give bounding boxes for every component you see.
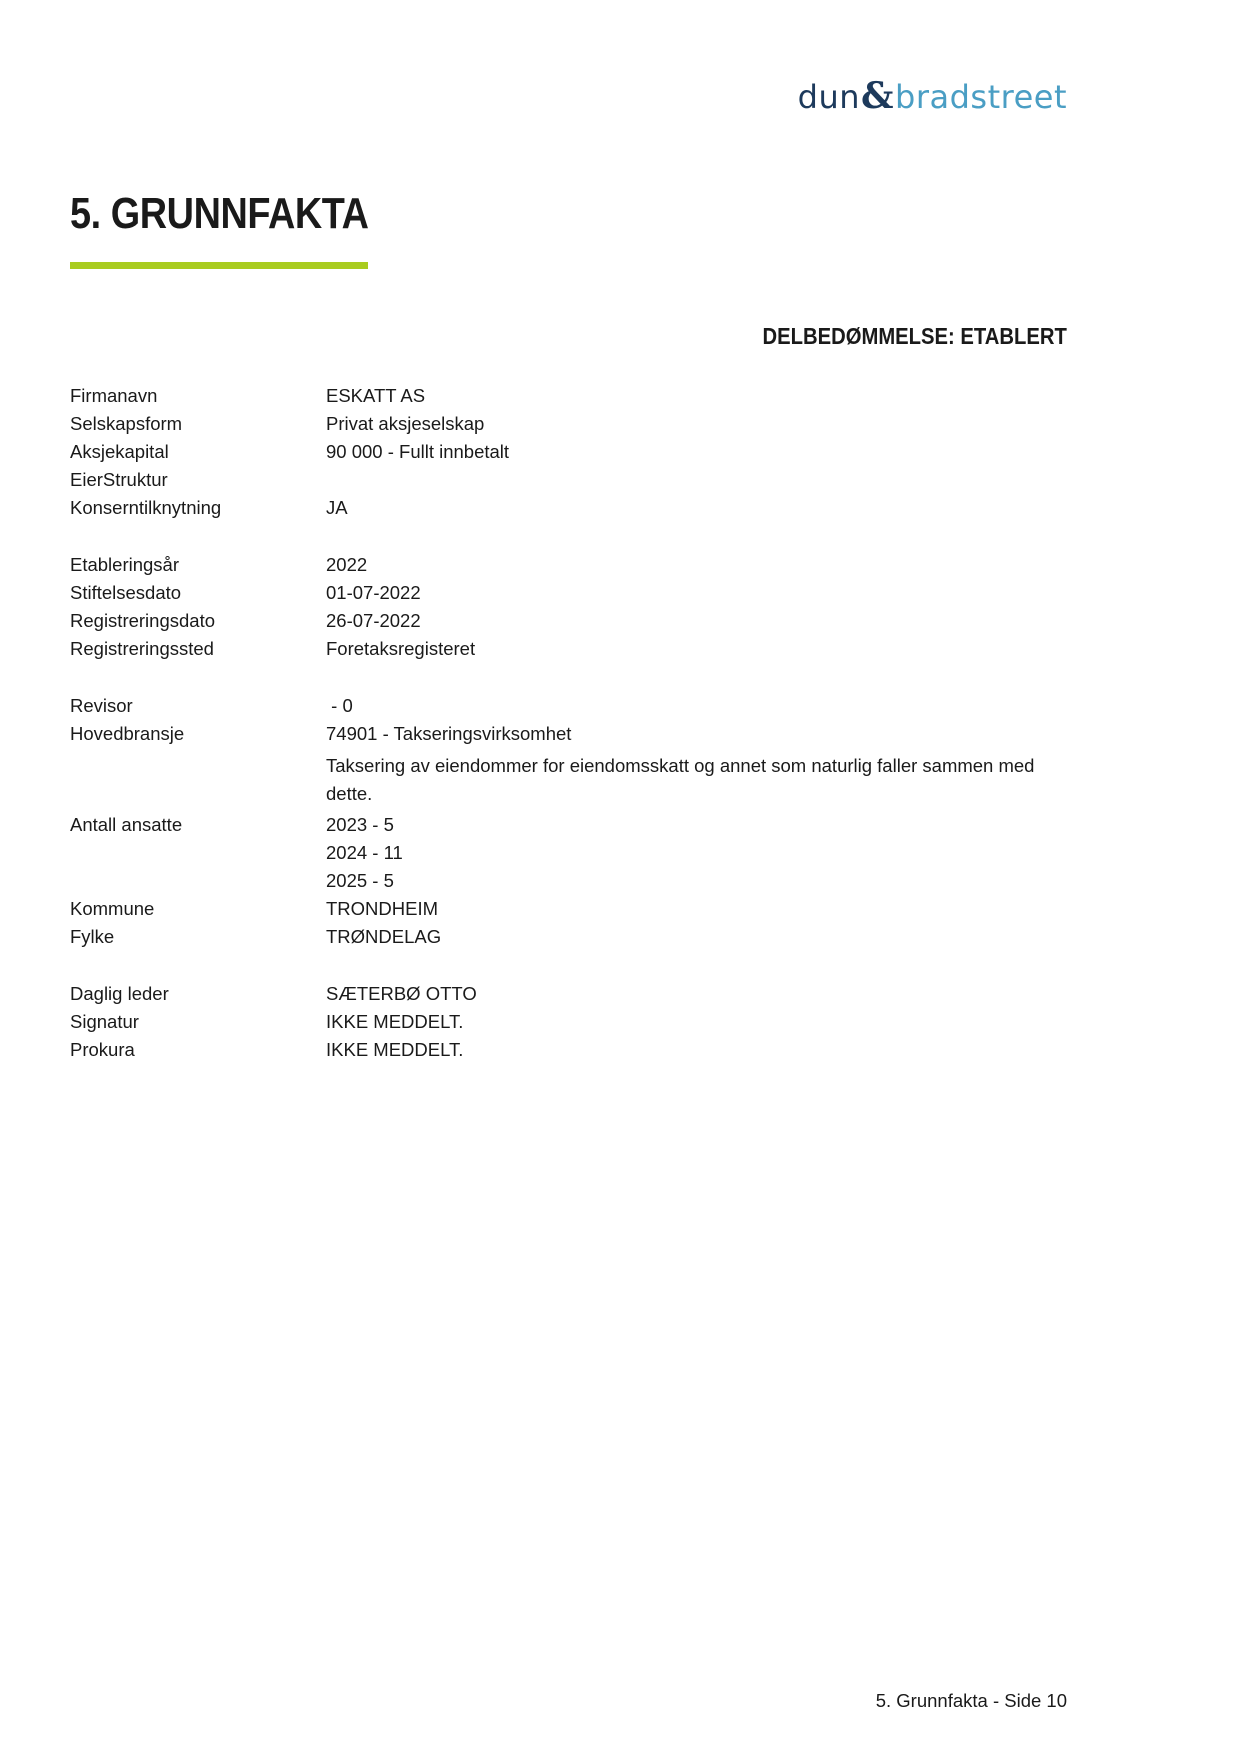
fact-row-firmanavn	[70, 382, 1067, 410]
industry-description: Taksering av eiendommer for eiendomsskatt og annet som naturlig faller sammen med dette.	[326, 755, 1035, 804]
fact-value: Privat aksjeselskap	[326, 413, 485, 434]
fact-row-fylke	[70, 923, 1067, 951]
fact-row-hovedbransje	[70, 720, 1067, 748]
fact-value: IKKE MEDDELT.	[326, 1011, 464, 1032]
fact-value: JA	[326, 497, 348, 518]
fact-value: TRØNDELAG	[326, 926, 442, 947]
spacer	[70, 522, 1067, 551]
logo-word-bradstreet: bradstreet	[895, 78, 1067, 116]
title-underline	[70, 262, 368, 269]
fact-row-registreringssted	[70, 635, 1067, 663]
fact-row-antall-ansatte	[70, 811, 1067, 895]
fact-value: TRONDHEIM	[326, 898, 439, 919]
page-title: 5. GRUNNFAKTA	[70, 189, 369, 238]
logo-word-dun: dun	[797, 78, 860, 116]
fact-row-stiftelsesdato	[70, 579, 1067, 607]
fact-value: SÆTERBØ OTTO	[326, 983, 477, 1004]
fact-row-revisor	[70, 692, 1067, 720]
fact-row-registreringsdato	[70, 607, 1067, 635]
fact-row-bransje-beskrivelse	[70, 748, 1067, 811]
fact-label: EierStruktur	[70, 469, 168, 490]
fact-value: 90 000 - Fullt innbetalt	[326, 441, 510, 462]
fact-value: 2022	[326, 554, 368, 575]
fact-label: Konserntilknytning	[70, 497, 222, 518]
employee-counts	[326, 811, 1067, 895]
fact-label: Selskapsform	[70, 413, 183, 434]
fact-value: ESKATT AS	[326, 385, 426, 406]
fact-value: IKKE MEDDELT.	[326, 1039, 464, 1060]
fact-row-selskapsform	[70, 410, 1067, 438]
fact-row-daglig-leder	[70, 980, 1067, 1008]
facts-table	[70, 382, 1067, 1064]
fact-value: 01-07-2022	[326, 582, 421, 603]
employee-count-2023: 2023 - 5	[326, 814, 394, 835]
fact-row-kommune	[70, 895, 1067, 923]
fact-row-aksjekapital	[70, 438, 1067, 466]
fact-value: 74901 - Takseringsvirksomhet	[326, 723, 572, 744]
section-rating: DELBEDØMMELSE: ETABLERT	[762, 323, 1067, 349]
fact-label: Antall ansatte	[70, 814, 183, 835]
fact-value: Foretaksregisteret	[326, 638, 476, 659]
fact-value: - 0	[326, 695, 353, 716]
fact-label: Registreringsdato	[70, 610, 215, 631]
fact-row-eierstruktur	[70, 466, 1067, 494]
fact-label: Kommune	[70, 898, 155, 919]
fact-label: Stiftelsesdato	[70, 582, 182, 603]
logo-ampersand: &	[861, 75, 895, 117]
employee-count-2024: 2024 - 11	[326, 842, 403, 863]
spacer	[70, 663, 1067, 692]
fact-row-konserntilknytning	[70, 494, 1067, 522]
fact-row-signatur	[70, 1008, 1067, 1036]
fact-label: Aksjekapital	[70, 441, 169, 462]
fact-label: Revisor	[70, 695, 133, 716]
fact-label: Etableringsår	[70, 554, 180, 575]
fact-label: Prokura	[70, 1039, 135, 1060]
spacer	[70, 951, 1067, 980]
fact-row-prokura	[70, 1036, 1067, 1064]
fact-label: Hovedbransje	[70, 723, 185, 744]
dun-bradstreet-logo	[797, 75, 1067, 117]
fact-label: Daglig leder	[70, 983, 169, 1004]
fact-row-etableringsar	[70, 551, 1067, 579]
fact-label: Fylke	[70, 926, 115, 947]
employee-count-2025: 2025 - 5	[326, 870, 394, 891]
fact-label: Signatur	[70, 1011, 139, 1032]
fact-value: 26-07-2022	[326, 610, 421, 631]
fact-label: Registreringssted	[70, 638, 214, 659]
page-footer: 5. Grunnfakta - Side 10	[875, 1690, 1067, 1711]
fact-label: Firmanavn	[70, 385, 158, 406]
